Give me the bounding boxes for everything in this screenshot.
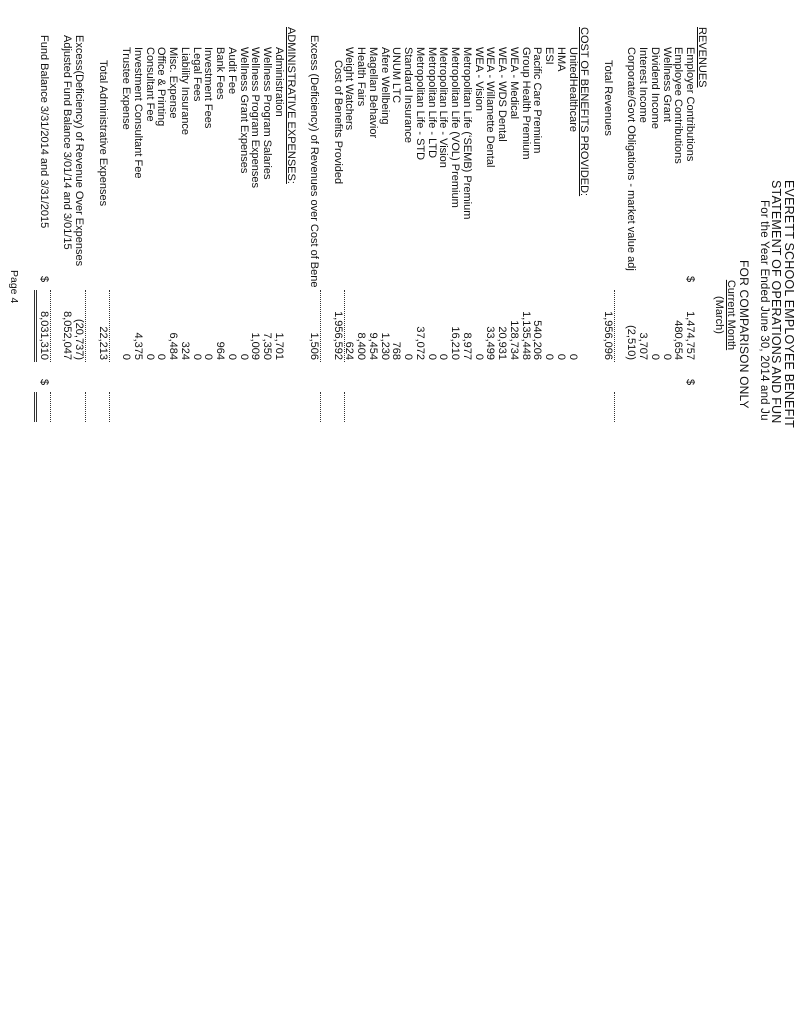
row-amount: 964 — [214, 341, 227, 360]
row-label: UNUM LTC — [390, 47, 403, 104]
row-label: Wellness Grant — [660, 47, 673, 122]
total-rule — [320, 290, 321, 362]
table-row — [461, 0, 473, 618]
row-amount: 20,931 — [496, 326, 509, 360]
row-label: ADMINISTRATIVE EXPENSES: — [284, 27, 297, 184]
total-rule-right — [344, 392, 345, 422]
row-label: Audit Fee — [226, 47, 238, 95]
total-rule — [614, 290, 615, 362]
row-amount: 0 — [660, 353, 673, 360]
table-row — [649, 0, 661, 618]
table-row — [297, 0, 309, 618]
row-label: Investment Fees — [202, 47, 215, 129]
row-amount: 0 — [143, 353, 156, 360]
row-label: Dividend Income — [649, 47, 661, 129]
row-amount: 8,052,047 — [61, 311, 74, 360]
row-amount: 1,956,096 — [602, 311, 614, 360]
row-label: Excess(Deficiency) of Revenue Over Expenses — [73, 35, 86, 267]
row-amount: 9,454 — [367, 332, 379, 360]
column-header-month: (March) — [713, 296, 725, 334]
table-row — [684, 0, 696, 618]
total-rule — [85, 290, 86, 362]
section-heading-row — [579, 0, 591, 618]
table-row — [602, 0, 614, 618]
total-rule — [50, 290, 51, 362]
row-amount: 0 — [649, 353, 661, 360]
row-amount: (2,510) — [625, 325, 638, 360]
row-label: Health Fairs — [355, 47, 368, 107]
row-label: ESI — [543, 47, 556, 65]
row-amount: 37,072 — [414, 326, 426, 360]
total-rule-right — [50, 392, 51, 422]
row-amount: 0 — [472, 353, 485, 360]
row-label: Metropolitan Life - Vision — [437, 47, 450, 168]
row-label: Misc. Expense — [167, 47, 180, 119]
dollar-sign: $ — [38, 276, 50, 283]
row-label: Legal Fees — [190, 47, 203, 102]
comparison-note: FOR COMPARISON ONLY — [737, 260, 751, 409]
row-amount: 8,031,310 — [38, 311, 50, 360]
row-label: Wellness Program Salaries — [261, 47, 274, 180]
table-row — [661, 0, 673, 618]
row-label: Magellan Behavior — [367, 47, 379, 139]
table-row — [191, 0, 203, 618]
row-amount: 128,734 — [508, 320, 520, 360]
row-label: Investment Consultant Fee — [132, 47, 144, 179]
row-label: Total Administrative Expenses — [96, 60, 109, 207]
row-amount: (20,737) — [73, 319, 86, 360]
row-amount: 1,135,448 — [519, 311, 532, 360]
table-row — [261, 0, 273, 618]
row-label: Interest Income — [637, 47, 650, 123]
row-amount: 624 — [343, 341, 356, 360]
double-rule-right — [34, 392, 37, 422]
section-heading-row — [696, 0, 708, 618]
table-row — [414, 0, 426, 618]
table-row — [473, 0, 485, 618]
table-row — [85, 0, 97, 618]
total-rule-right — [614, 392, 615, 422]
dollar-sign-right: $ — [684, 379, 697, 386]
row-amount: 0 — [226, 353, 238, 360]
row-label: Trustee Expense — [120, 47, 133, 130]
table-row — [320, 0, 332, 618]
table-row — [132, 0, 144, 618]
table-row — [508, 0, 520, 618]
table-row — [62, 0, 74, 618]
report-period: For the Year Ended June 30, 2014 and Ju — [758, 200, 770, 421]
dollar-sign-right: $ — [38, 379, 50, 386]
row-amount: 1,701 — [273, 332, 285, 360]
row-amount: 1,474,757 — [684, 311, 697, 360]
table-row — [156, 0, 168, 618]
row-label: WEA - WDS Dental — [496, 47, 509, 142]
table-row — [273, 0, 285, 618]
row-amount: 7,350 — [261, 332, 274, 360]
row-label: Office & Printing — [155, 47, 168, 127]
table-row — [614, 0, 626, 618]
row-label: WEA - Medical — [508, 47, 520, 120]
row-amount: 540,206 — [531, 320, 544, 360]
row-label: UnitedHealthcare — [566, 47, 579, 132]
table-row — [179, 0, 191, 618]
table-row — [238, 0, 250, 618]
row-amount: 768 — [390, 341, 403, 360]
row-label: COST OF BENEFITS PROVIDED: — [578, 27, 591, 197]
row-label: Metropolitan Life - STD — [414, 47, 426, 161]
table-row — [355, 0, 367, 618]
row-label: Pacific Care Premium — [531, 47, 544, 154]
row-amount: 0 — [202, 353, 215, 360]
report-title: EVERETT SCHOOL EMPLOYEE BENEFIT — [782, 180, 796, 428]
table-row — [391, 0, 403, 618]
row-label: Administration — [273, 47, 285, 117]
row-label: Consultant Fee — [143, 47, 156, 122]
row-label: Employer Contributions — [684, 47, 697, 162]
row-amount: 0 — [120, 353, 133, 360]
total-rule-right — [109, 392, 110, 422]
table-row — [496, 0, 508, 618]
table-row — [626, 0, 638, 618]
row-label: Fund Balance 3/31/2014 and 3/31/2015 — [38, 35, 50, 229]
row-amount: 6,484 — [167, 332, 180, 360]
row-amount: 324 — [179, 341, 191, 360]
table-row — [543, 0, 555, 618]
row-label: Afere Wellbeing — [378, 47, 391, 125]
table-row — [367, 0, 379, 618]
total-rule — [344, 290, 345, 362]
table-row — [637, 0, 649, 618]
total-rule — [109, 290, 110, 362]
row-amount: 0 — [402, 353, 415, 360]
row-amount: 1,230 — [378, 332, 391, 360]
row-amount: 0 — [155, 353, 168, 360]
row-label: Weight Watchers — [343, 47, 356, 131]
table-row — [214, 0, 226, 618]
row-amount: 0 — [237, 353, 250, 360]
row-amount: 480,654 — [672, 320, 685, 360]
row-label: REVENUES — [696, 27, 708, 88]
section-heading-row — [285, 0, 297, 618]
page-number: Page 4 — [8, 270, 20, 304]
table-row — [73, 0, 85, 618]
dollar-sign: $ — [684, 276, 697, 283]
table-row — [120, 0, 132, 618]
row-amount: 4,375 — [132, 332, 144, 360]
row-label: Wellness Grant Expenses — [237, 47, 250, 174]
report-subtitle: STATEMENT OF OPERATIONS AND FUN — [769, 180, 783, 424]
row-label: Bank Fees — [214, 47, 227, 100]
table-row — [97, 0, 109, 618]
table-row — [438, 0, 450, 618]
table-row — [520, 0, 532, 618]
table-row — [226, 0, 238, 618]
row-label: Corporate/Govt Obligations - market value adj — [625, 47, 638, 271]
row-label: Adjusted Fund Balance 3/01/14 and 3/01/15 — [61, 35, 74, 250]
row-label: Metropolitan Life (‘SEMB) Premium — [461, 47, 473, 220]
table-row — [590, 0, 602, 618]
row-amount: 0 — [437, 353, 450, 360]
row-amount: 1,009 — [249, 332, 262, 360]
row-amount: 1,956,592 — [331, 311, 344, 360]
total-rule-right — [320, 392, 321, 422]
row-amount: 8,400 — [355, 332, 368, 360]
row-amount: 0 — [566, 353, 579, 360]
row-amount: 16,210 — [449, 326, 462, 360]
row-amount: 3,707 — [637, 332, 650, 360]
table-row — [38, 0, 50, 618]
table-row — [144, 0, 156, 618]
table-row — [308, 0, 320, 618]
row-label: Employee Contributions — [672, 47, 685, 164]
table-row — [167, 0, 179, 618]
row-label: WEA - Willamette Dental — [484, 47, 497, 168]
row-amount: 0 — [190, 353, 203, 360]
row-amount: 22,213 — [96, 326, 109, 360]
table-row — [673, 0, 685, 618]
table-row — [449, 0, 461, 618]
row-amount: 0 — [543, 353, 556, 360]
table-row — [379, 0, 391, 618]
table-row — [567, 0, 579, 618]
column-header-current-month: Current Month — [725, 279, 737, 351]
row-label: Metropolitan Life (VOL) Premium — [449, 47, 462, 208]
table-row — [250, 0, 262, 618]
table-row — [402, 0, 414, 618]
double-rule — [34, 290, 37, 362]
row-amount: 0 — [425, 353, 438, 360]
total-rule-right — [85, 392, 86, 422]
row-label: Liability Insurance — [179, 47, 191, 136]
row-label: Wellness Program Expenses — [249, 47, 262, 189]
table-row — [555, 0, 567, 618]
table-row — [332, 0, 344, 618]
row-label: WEA - Vision — [472, 47, 485, 111]
table-row — [203, 0, 215, 618]
row-label: Metropolitan Life - LTD — [425, 47, 438, 159]
row-label: Excess (Deficiency) of Revenues over Cost of Bene — [308, 35, 321, 288]
table-row — [344, 0, 356, 618]
row-amount: 33,499 — [484, 326, 497, 360]
table-row — [426, 0, 438, 618]
row-label: Total Revenues — [602, 60, 614, 136]
row-label: Cost of Benefits Provided — [331, 60, 344, 185]
row-label: HMA — [555, 47, 567, 72]
row-amount: 8,977 — [461, 332, 473, 360]
row-amount: 0 — [555, 353, 567, 360]
table-row — [485, 0, 497, 618]
table-row — [50, 0, 62, 618]
row-amount: 1,506 — [308, 332, 321, 360]
table-row — [532, 0, 544, 618]
table-row — [109, 0, 121, 618]
row-label: Group Health Premium — [519, 47, 532, 160]
row-label: Standard Insurance — [402, 47, 415, 144]
